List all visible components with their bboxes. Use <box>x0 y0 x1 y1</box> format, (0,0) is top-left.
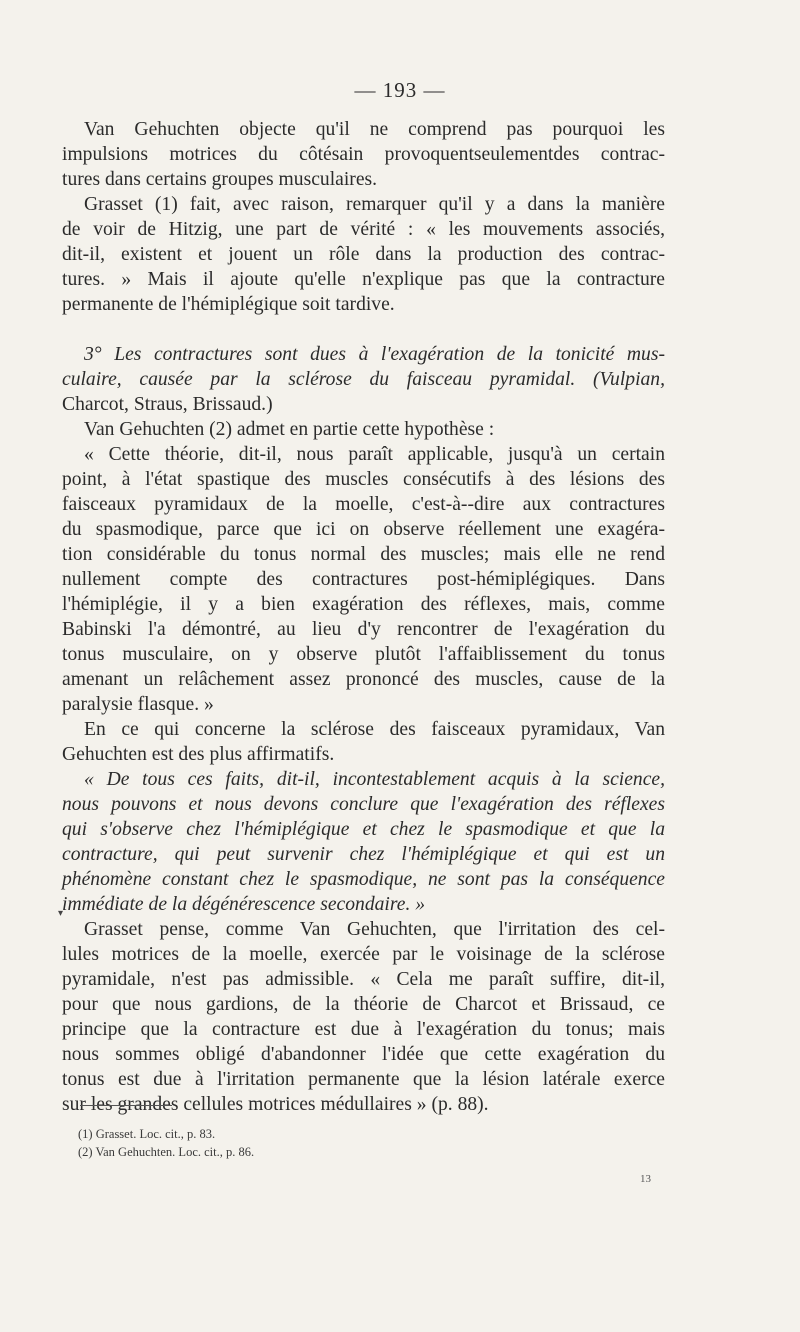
text-line: l'hémiplégie, il y a bien exagération des réflexes, mais, comme <box>62 594 665 615</box>
text-line: Van Gehuchten objecte qu'il ne comprend pas pourquoi les <box>84 119 665 140</box>
quote-line: contracture, qui peut survenir chez l'hémiplégique et qui est un <box>62 844 665 865</box>
text-line: faisceaux pyramidaux de la moelle, c'est-à--dire aux contractures <box>62 494 665 515</box>
text-line: point, à l'état spastique des muscles consécutifs à des lésions des <box>62 469 665 490</box>
text-line: paralysie flasque. » <box>62 694 214 715</box>
footnote-2: (2) Van Gehuchten. Loc. cit., p. 86. <box>78 1145 255 1159</box>
section-heading-line: culaire, causée par la sclérose du faisceau pyramidal. (Vulpian, <box>62 369 665 390</box>
text-line: de voir de Hitzig, une part de vérité : « les mouvements associés, <box>62 219 665 240</box>
text-line: tonus est due à l'irritation permanente que la lésion latérale exerce <box>62 1069 665 1090</box>
signature-mark: 13 <box>640 1173 651 1185</box>
text-line: tion considérable du tonus normal des muscles; mais elle ne rend <box>62 544 665 565</box>
text-line: En ce qui concerne la sclérose des faisceaux pyramidaux, Van <box>84 719 665 740</box>
text-line: tures dans certains groupes musculaires. <box>62 169 378 190</box>
quote-line: « De tous ces faits, dit-il, incontestablement acquis à la science, <box>84 769 665 790</box>
text-line: impulsions motrices du côtésain provoquentseulementdes contrac- <box>62 144 665 165</box>
text-line: lules motrices de la moelle, exercée par le voisinage de la sclérose <box>62 944 665 965</box>
text-line: permanente de l'hémiplégique soit tardive. <box>62 294 395 315</box>
text-line: amenant un relâchement assez prononcé des muscles, cause de la <box>62 669 665 690</box>
text-line: du spasmodique, parce que ici on observe réellement une exagéra- <box>62 519 665 540</box>
quote-line: phénomène constant chez le spasmodique, ne sont pas la conséquence <box>62 869 665 890</box>
text-line: « Cette théorie, dit-il, nous paraît applicable, jusqu'à un certain <box>84 444 665 465</box>
footnote-rule <box>80 1105 172 1106</box>
quote-line: qui s'observe chez l'hémiplégique et chez le spasmodique et que la <box>62 819 665 840</box>
quote-line: nous pouvons et nous devons conclure que l'exagération des réflexes <box>62 794 665 815</box>
page-number: — 193 — <box>354 78 446 102</box>
text-line: Van Gehuchten (2) admet en partie cette hypothèse : <box>84 419 495 440</box>
text-line: Charcot, Straus, Brissaud.) <box>62 394 273 415</box>
text-line: pyramidale, n'est pas admissible. « Cela me paraît suffire, dit-il, <box>62 969 665 990</box>
text-line: principe que la contracture est due à l'exagération du tonus; mais <box>62 1019 665 1040</box>
text-line: sur les grandes cellules motrices médullaires » (p. 88). <box>62 1094 489 1115</box>
section-heading-line: 3° Les contractures sont dues à l'exagération de la tonicité mus- <box>84 344 665 365</box>
text-line: tures. » Mais il ajoute qu'elle n'explique pas que la contracture <box>62 269 665 290</box>
quote-line: immédiate de la dégénérescence secondaire. » <box>62 894 426 915</box>
text-line: pour que nous gardions, de la théorie de Charcot et Brissaud, ce <box>62 994 665 1015</box>
text-line: Grasset (1) fait, avec raison, remarquer qu'il y a dans la manière <box>84 194 665 215</box>
text-line: Babinski l'a démontré, au lieu d'y rencontrer de l'exagération du <box>62 619 665 640</box>
text-line: Grasset pense, comme Van Gehuchten, que l'irritation des cel- <box>84 919 665 940</box>
text-line: nullement compte des contractures post-hémiplégiques. Dans <box>62 569 665 590</box>
text-line: dit-il, existent et jouent un rôle dans la production des contrac- <box>62 244 665 265</box>
margin-mark: ▾ <box>58 908 64 919</box>
text-line: tonus musculaire, on y observe plutôt l'affaiblissement du tonus <box>62 644 665 665</box>
text-line: Gehuchten est des plus affirmatifs. <box>62 744 335 765</box>
text-line: nous sommes obligé d'abandonner l'idée que cette exagération du <box>62 1044 665 1065</box>
footnote-1: (1) Grasset. Loc. cit., p. 83. <box>78 1127 216 1141</box>
